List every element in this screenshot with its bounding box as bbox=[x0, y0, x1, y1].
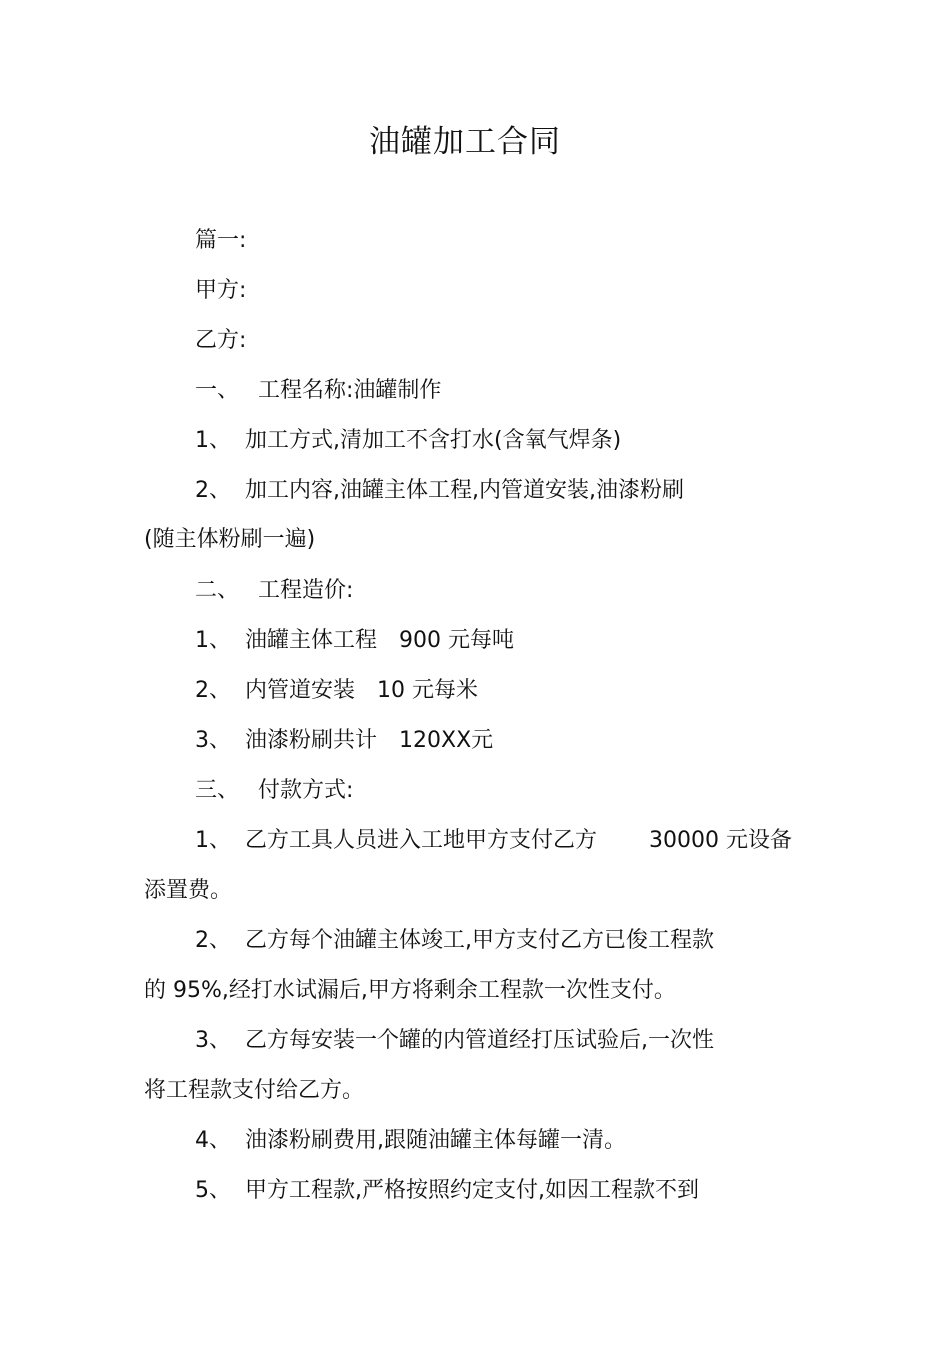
item-value: 120XX元 bbox=[399, 728, 494, 753]
party-b-line bbox=[195, 326, 246, 356]
item-value: 900 元每吨 bbox=[399, 628, 515, 653]
section-number: 一、 bbox=[195, 378, 240, 403]
item-text: (随主体粉刷一遍) bbox=[144, 527, 316, 552]
section-number: 三、 bbox=[195, 778, 240, 803]
list-item bbox=[195, 426, 621, 456]
section-two-heading bbox=[195, 576, 353, 606]
party-a-line bbox=[195, 276, 246, 306]
section-three-heading bbox=[195, 776, 353, 806]
item-number: 3、 bbox=[195, 1028, 231, 1053]
list-item bbox=[195, 1026, 714, 1056]
section-text: 付款方式: bbox=[258, 778, 354, 803]
item-number: 2、 bbox=[195, 678, 231, 703]
item-text: 加工方式,清加工不含打水(含氧气焊条) bbox=[245, 428, 622, 453]
section-one-heading bbox=[195, 376, 441, 406]
item-number: 5、 bbox=[195, 1178, 231, 1203]
item-number: 1、 bbox=[195, 828, 231, 853]
item-number: 3、 bbox=[195, 728, 231, 753]
item-text: 油罐主体工程 bbox=[245, 628, 378, 653]
item-number: 1、 bbox=[195, 428, 231, 453]
item-text: 乙方工具人员进入工地甲方支付乙方 bbox=[245, 828, 598, 853]
item-text: 加工内容,油罐主体工程,内管道安装,油漆粉刷 bbox=[245, 478, 684, 503]
list-item bbox=[195, 1176, 699, 1206]
list-item-continuation bbox=[144, 976, 676, 1006]
item-text: 内管道安装 bbox=[245, 678, 356, 703]
item-text: 乙方每安装一个罐的内管道经打压试验后,一次性 bbox=[245, 1028, 714, 1053]
list-item-continuation bbox=[144, 525, 315, 555]
item-value: 30000 元设备 bbox=[649, 828, 792, 853]
text: 乙方: bbox=[195, 328, 247, 353]
item-text: 添置费。 bbox=[144, 878, 233, 903]
item-number: 4、 bbox=[195, 1128, 231, 1153]
item-text: 甲方工程款,严格按照约定支付,如因工程款不到 bbox=[245, 1178, 699, 1203]
section-label-part-one bbox=[195, 226, 246, 256]
list-item-continuation bbox=[144, 876, 232, 906]
document-title: 油罐加工合同 bbox=[369, 124, 561, 160]
text: 甲方: bbox=[195, 278, 247, 303]
section-text: 工程名称:油罐制作 bbox=[258, 378, 442, 403]
list-item bbox=[195, 1126, 626, 1156]
list-item bbox=[195, 726, 493, 756]
item-text: 油漆粉刷费用,跟随油罐主体每罐一清。 bbox=[245, 1128, 626, 1153]
item-number: 2、 bbox=[195, 478, 231, 503]
list-item bbox=[195, 676, 478, 706]
item-value: 10 元每米 bbox=[377, 678, 479, 703]
list-item bbox=[195, 926, 714, 956]
item-text: 油漆粉刷共计 bbox=[245, 728, 378, 753]
list-item bbox=[195, 476, 684, 506]
item-number: 2、 bbox=[195, 928, 231, 953]
list-item-continuation bbox=[144, 1076, 364, 1106]
section-text: 工程造价: bbox=[258, 578, 354, 603]
list-item bbox=[195, 826, 792, 856]
list-item bbox=[195, 626, 514, 656]
item-text: 乙方每个油罐主体竣工,甲方支付乙方已俊工程款 bbox=[245, 928, 714, 953]
item-text: 将工程款支付给乙方。 bbox=[144, 1078, 365, 1103]
section-number: 二、 bbox=[195, 578, 240, 603]
item-number: 1、 bbox=[195, 628, 231, 653]
item-text: 的 95%,经打水试漏后,甲方将剩余工程款一次性支付。 bbox=[144, 978, 676, 1003]
text: 篇一: bbox=[195, 228, 247, 253]
